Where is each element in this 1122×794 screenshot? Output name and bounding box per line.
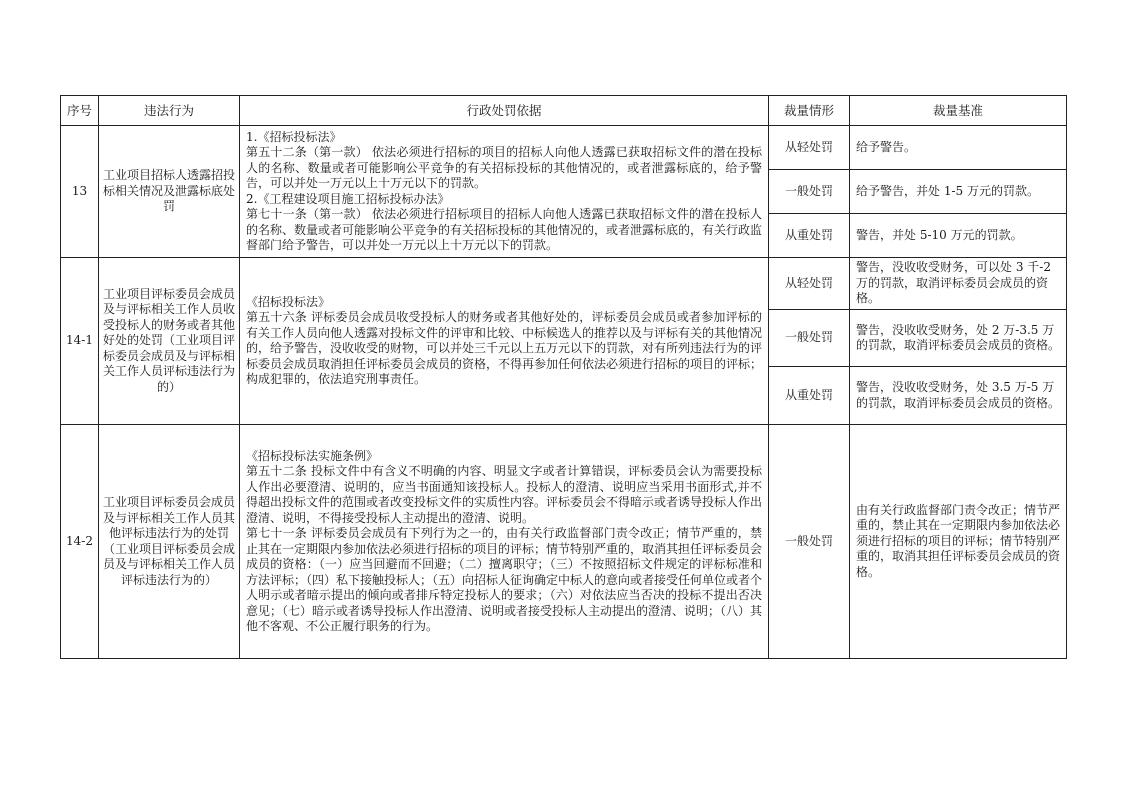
header-basis: 行政处罚依据: [240, 96, 769, 126]
header-standard: 裁量基准: [850, 96, 1067, 126]
basis-paragraph: 第七十一条（第一款） 依法必须进行招标项目的招标人向他人透露已获取招标文件的潜在投标人的名称、数量或者可能影响公平竞争的有关招标投标的其他情况的，或者泄露标底的，有关行政监督部门给予警告，可以并处一万元以上十万元以下的罚款。: [246, 207, 763, 252]
standard-cell: 由有关行政监督部门责令改正；情节严重的，禁止其在一定期限内参加依法必须进行招标的项目的评标；情节特别严重的，取消其担任评标委员会成员的资格。: [850, 425, 1067, 659]
row-act: 工业项目招标人透露招投标相关情况及泄露标底处罚: [99, 126, 240, 258]
basis-paragraph: 第五十六条 评标委员会成员收受投标人的财务或者其他好处的，评标委员会成员或者参加评标的有关工作人员向他人透露对投标文件的评审和比较、中标候选人的推荐以及与评标有关的其他情况的，给予警告，没收收受的财物，可以并处三千元以上五万元以下的罚款，对有所列违法行为的评标委员会成员取消担任评标委员会成员的资格，不得再参加任何依法必须进行招标的项目的评标；构成犯罪的，依法追究刑事责任。: [246, 310, 763, 386]
basis-paragraph: 第七十一条 评标委员会成员有下列行为之一的，由有关行政监督部门责令改正；情节严重的，禁止其在一定期限内参加依法必须进行招标的项目的评标；情节特别严重的，取消其担任评标委员会成员的资格：（一）应当回避而不回避；（二）擅离职守；（三）不按照招标文件规定的评标标准和方法评标；（四）私下接触投标人；（五）向招标人征询确定中标人的意向或者接受任何单位或者个人明示或者暗示提出的倾向或者排斥特定投标人的要求；（六）对依法应当否决的投标不提出否决意见；（七）暗示或者诱导投标人作出澄清、说明或者接受投标人主动提出的澄清、说明；（八）其他不客观、不公正履行职务的行为。: [246, 526, 763, 633]
row-seq: 14-1: [61, 258, 99, 425]
row-seq: 14-2: [61, 425, 99, 659]
situation-cell: 一般处罚: [769, 170, 850, 214]
header-row: [61, 96, 1067, 126]
situation-cell: 一般处罚: [769, 425, 850, 659]
row-basis: [240, 425, 769, 659]
situation-cell: 从轻处罚: [769, 126, 850, 170]
basis-paragraph: 《招标投标法》: [246, 294, 331, 309]
header-act: 违法行为: [99, 96, 240, 126]
row-basis: [240, 126, 769, 258]
table-row: [61, 425, 1067, 659]
standard-cell: 警告，没收收受财务，处 3.5 万-5 万的罚款，取消评标委员会成员的资格。: [850, 367, 1067, 425]
basis-paragraph: 《招标投标法实施条例》: [246, 448, 379, 463]
header-situation: 裁量情形: [769, 96, 850, 126]
situation-cell: 一般处罚: [769, 310, 850, 367]
basis-paragraph: 2.《工程建设项目施工招标投标办法》: [246, 191, 450, 206]
table-row: [61, 258, 1067, 310]
standard-cell: 警告，没收收受财务，可以处 3 千-2 万的罚款，取消评标委员会成员的资格。: [850, 258, 1067, 310]
row-act: 工业项目评标委员会成员及与评标相关工作人员收受投标人的财务或者其他好处的处罚（工业项目评标委员会成员及与评标相关工作人员评标违法行为的）: [99, 258, 240, 425]
situation-cell: 从轻处罚: [769, 258, 850, 310]
row-seq: 13: [61, 126, 99, 258]
standard-cell: 警告，没收收受财务，处 2 万-3.5 万的罚款，取消评标委员会成员的资格。: [850, 310, 1067, 367]
row-act: 工业项目评标委员会成员及与评标相关工作人员其他评标违法行为的处罚（工业项目评标委员会成员及与评标相关工作人员评标违法行为的）: [99, 425, 240, 659]
basis-paragraph: 第五十二条 投标文件中有含义不明确的内容、明显文字或者计算错误，评标委员会认为需要投标人作出必要澄清、说明的，应当书面通知该投标人。投标人的澄清、说明应当采用书面形式,并不得超出投标文件的范围或者改变投标文件的实质性内容。评标委员会不得暗示或者诱导投标人作出澄清、说明，不得接受投标人主动提出的澄清、说明。: [246, 464, 763, 525]
standard-cell: 给予警告。: [850, 126, 1067, 170]
header-seq: 序号: [61, 96, 99, 126]
basis-paragraph: 第五十二条（第一款） 依法必须进行招标的项目的招标人向他人透露已获取招标文件的潜在投标人的名称、数量或者可能影响公平竞争的有关招标投标的其他情况的，或者泄露标底的，给予警告，可以并处一万元以上十万元以下的罚款。: [246, 145, 762, 190]
row-basis: [240, 258, 769, 425]
situation-cell: 从重处罚: [769, 214, 850, 258]
standard-cell: 给予警告，并处 1-5 万元的罚款。: [850, 170, 1067, 214]
penalty-discretion-table: [60, 95, 1067, 659]
basis-paragraph: 1.《招标投标法》: [246, 129, 342, 144]
situation-cell: 从重处罚: [769, 367, 850, 425]
table-row: [61, 126, 1067, 170]
standard-cell: 警告，并处 5-10 万元的罚款。: [850, 214, 1067, 258]
